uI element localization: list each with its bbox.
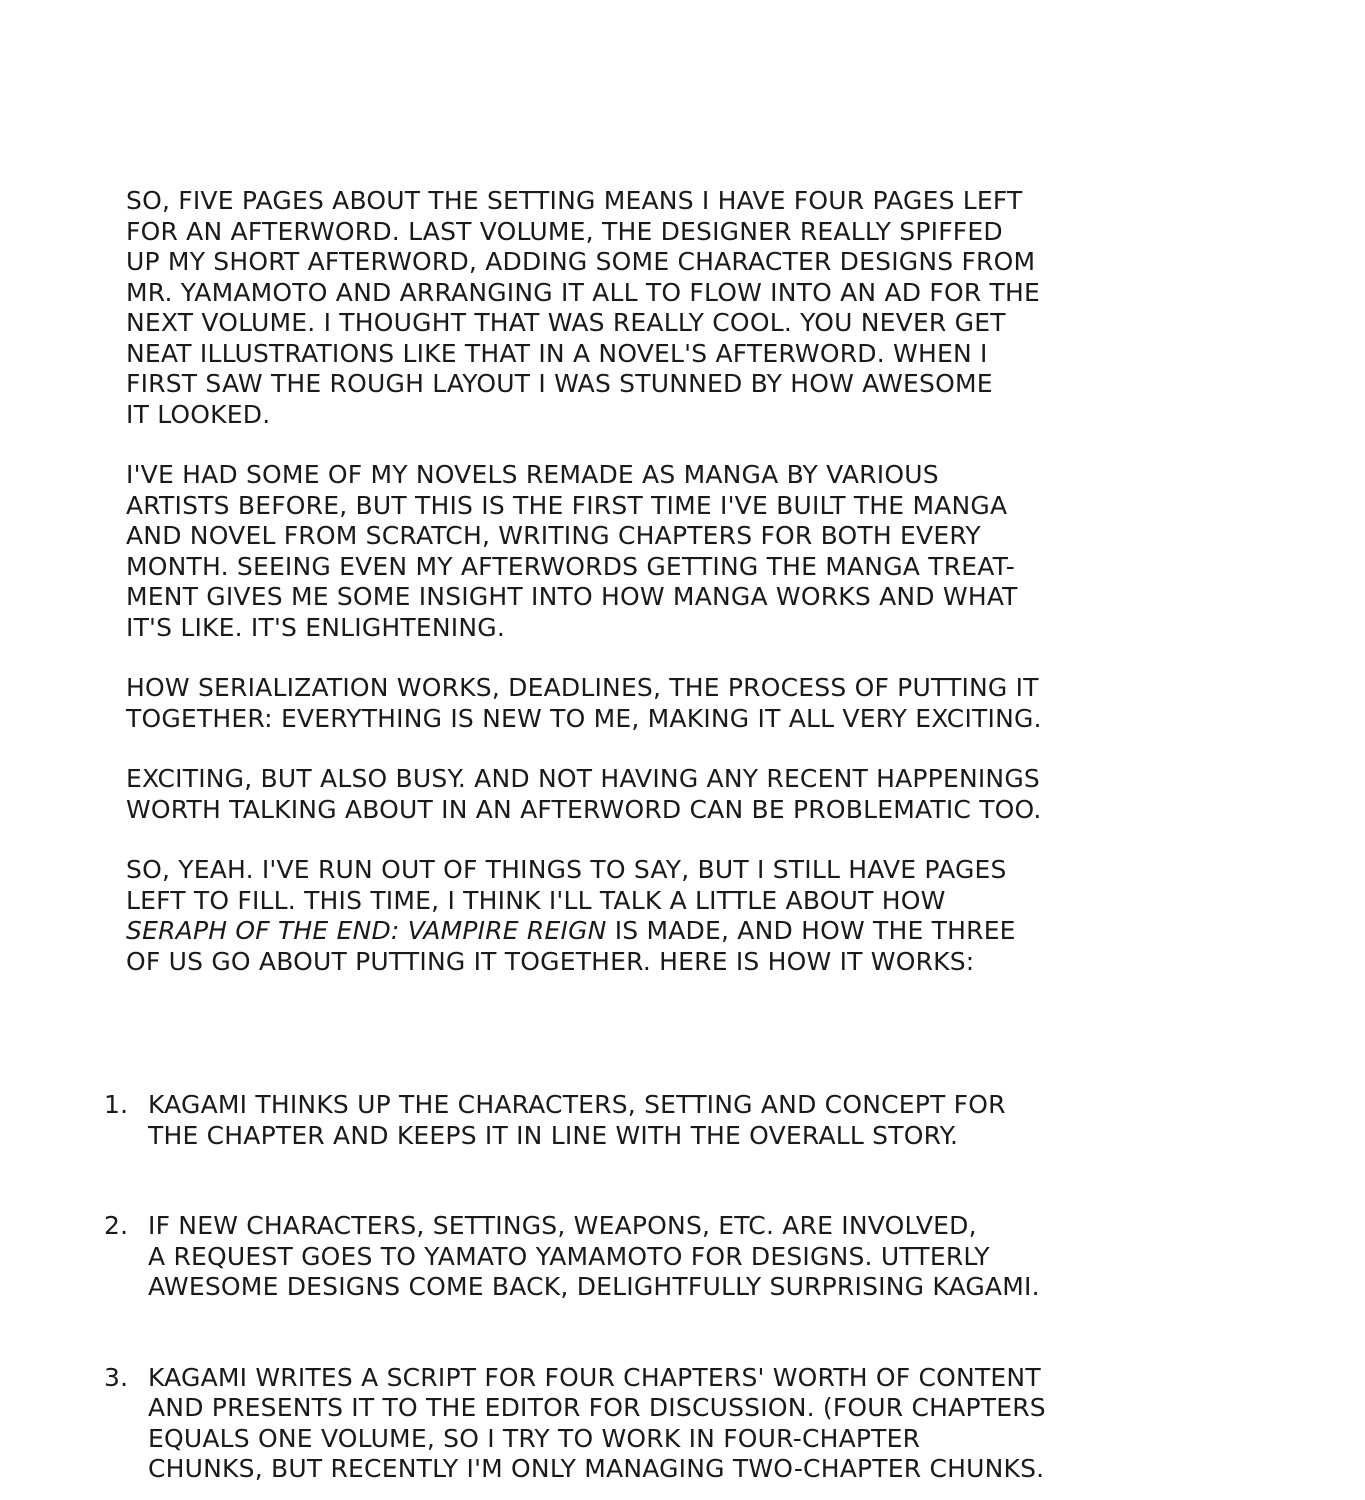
paragraph-2 [126,460,1236,643]
text-line: NEXT VOLUME. I THOUGHT THAT WAS REALLY COOL. YOU NEVER GET [126,308,1006,337]
text-line: I'VE HAD SOME OF MY NOVELS REMADE AS MANGA BY VARIOUS [126,460,939,489]
text-line: IT LOOKED. [126,399,271,429]
text-line: SO, YEAH. I'VE RUN OUT OF THINGS TO SAY, BUT I STILL HAVE PAGES [126,855,1007,884]
text-line: MONTH. SEEING EVEN MY AFTERWORDS GETTING THE MANGA TREAT- [126,551,1016,581]
list-item [104,1363,1244,1485]
text-line-with-title [126,916,1236,947]
text-line: KAGAMI WRITES A SCRIPT FOR FOUR CHAPTERS' WORTH OF CONTENT [148,1362,1041,1392]
text-line: LEFT TO FILL. THIS TIME, I THINK I'LL TALK A LITTLE ABOUT HOW [126,885,946,915]
text-line: SO, FIVE PAGES ABOUT THE SETTING MEANS I HAVE FOUR PAGES LEFT [126,186,1023,215]
text-line: IT'S LIKE. IT'S ENLIGHTENING. [126,612,505,642]
book-title: SERAPH OF THE END: VAMPIRE REIGN [126,916,607,945]
text-line: MR. YAMAMOTO AND ARRANGING IT ALL TO FLOW INTO AN AD FOR THE [126,277,1041,307]
list-number: 1. [104,1090,129,1119]
afterword-body [126,186,1236,1007]
list-item [104,1090,1244,1151]
text-line: OF US GO ABOUT PUTTING IT TOGETHER. HERE IS HOW IT WORKS: [126,946,975,976]
text-line: AWESOME DESIGNS COME BACK, DELIGHTFULLY SURPRISING KAGAMI. [148,1272,1040,1301]
text-line: EQUALS ONE VOLUME, SO I TRY TO WORK IN FOUR-CHAPTER [148,1423,921,1453]
text-line: WORTH TALKING ABOUT IN AN AFTERWORD CAN BE PROBLEMATIC TOO. [126,794,1042,824]
text-line: ARTISTS BEFORE, BUT THIS IS THE FIRST TIME I'VE BUILT THE MANGA [126,490,1008,520]
list-number: 3. [104,1362,129,1392]
text-line: KAGAMI THINKS UP THE CHARACTERS, SETTING AND CONCEPT FOR [148,1090,1006,1119]
text-line: AND NOVEL FROM SCRATCH, WRITING CHAPTERS FOR BOTH EVERY [126,521,981,550]
text-line: EXCITING, BUT ALSO BUSY. AND NOT HAVING ANY RECENT HAPPENINGS [126,764,1040,793]
paragraph-1 [126,186,1236,430]
text-line: THE CHAPTER AND KEEPS IT IN LINE WITH THE OVERALL STORY. [148,1120,959,1150]
text-line: UP MY SHORT AFTERWORD, ADDING SOME CHARACTER DESIGNS FROM [126,247,1036,276]
list-number: 2. [104,1211,129,1240]
paragraph-5 [126,855,1236,977]
text-line: HOW SERIALIZATION WORKS, DEADLINES, THE PROCESS OF PUTTING IT [126,673,1039,702]
text-line: FOR AN AFTERWORD. LAST VOLUME, THE DESIGNER REALLY SPIFFED [126,216,1003,246]
text-line: NEAT ILLUSTRATIONS LIKE THAT IN A NOVEL'S AFTERWORD. WHEN I [126,338,988,368]
text-line: MENT GIVES ME SOME INSIGHT INTO HOW MANGA WORKS AND WHAT [126,582,1018,611]
list-item [104,1211,1244,1303]
text-line: FIRST SAW THE ROUGH LAYOUT I WAS STUNNED BY HOW AWESOME [126,369,993,398]
text-line: CHUNKS, BUT RECENTLY I'M ONLY MANAGING TWO-CHAPTER CHUNKS. [148,1454,1045,1483]
text-line: A REQUEST GOES TO YAMATO YAMAMOTO FOR DESIGNS. UTTERLY [148,1241,990,1271]
paragraph-4 [126,764,1236,825]
paragraph-3 [126,673,1236,734]
text-line: AND PRESENTS IT TO THE EDITOR FOR DISCUSSION. (FOUR CHAPTERS [148,1393,1046,1422]
process-list [104,1090,1244,1485]
text-line: IF NEW CHARACTERS, SETTINGS, WEAPONS, ETC. ARE INVOLVED, [148,1211,977,1240]
text-fragment: IS MADE, AND HOW THE THREE [606,916,1016,945]
text-line: TOGETHER: EVERYTHING IS NEW TO ME, MAKING IT ALL VERY EXCITING. [126,703,1042,733]
